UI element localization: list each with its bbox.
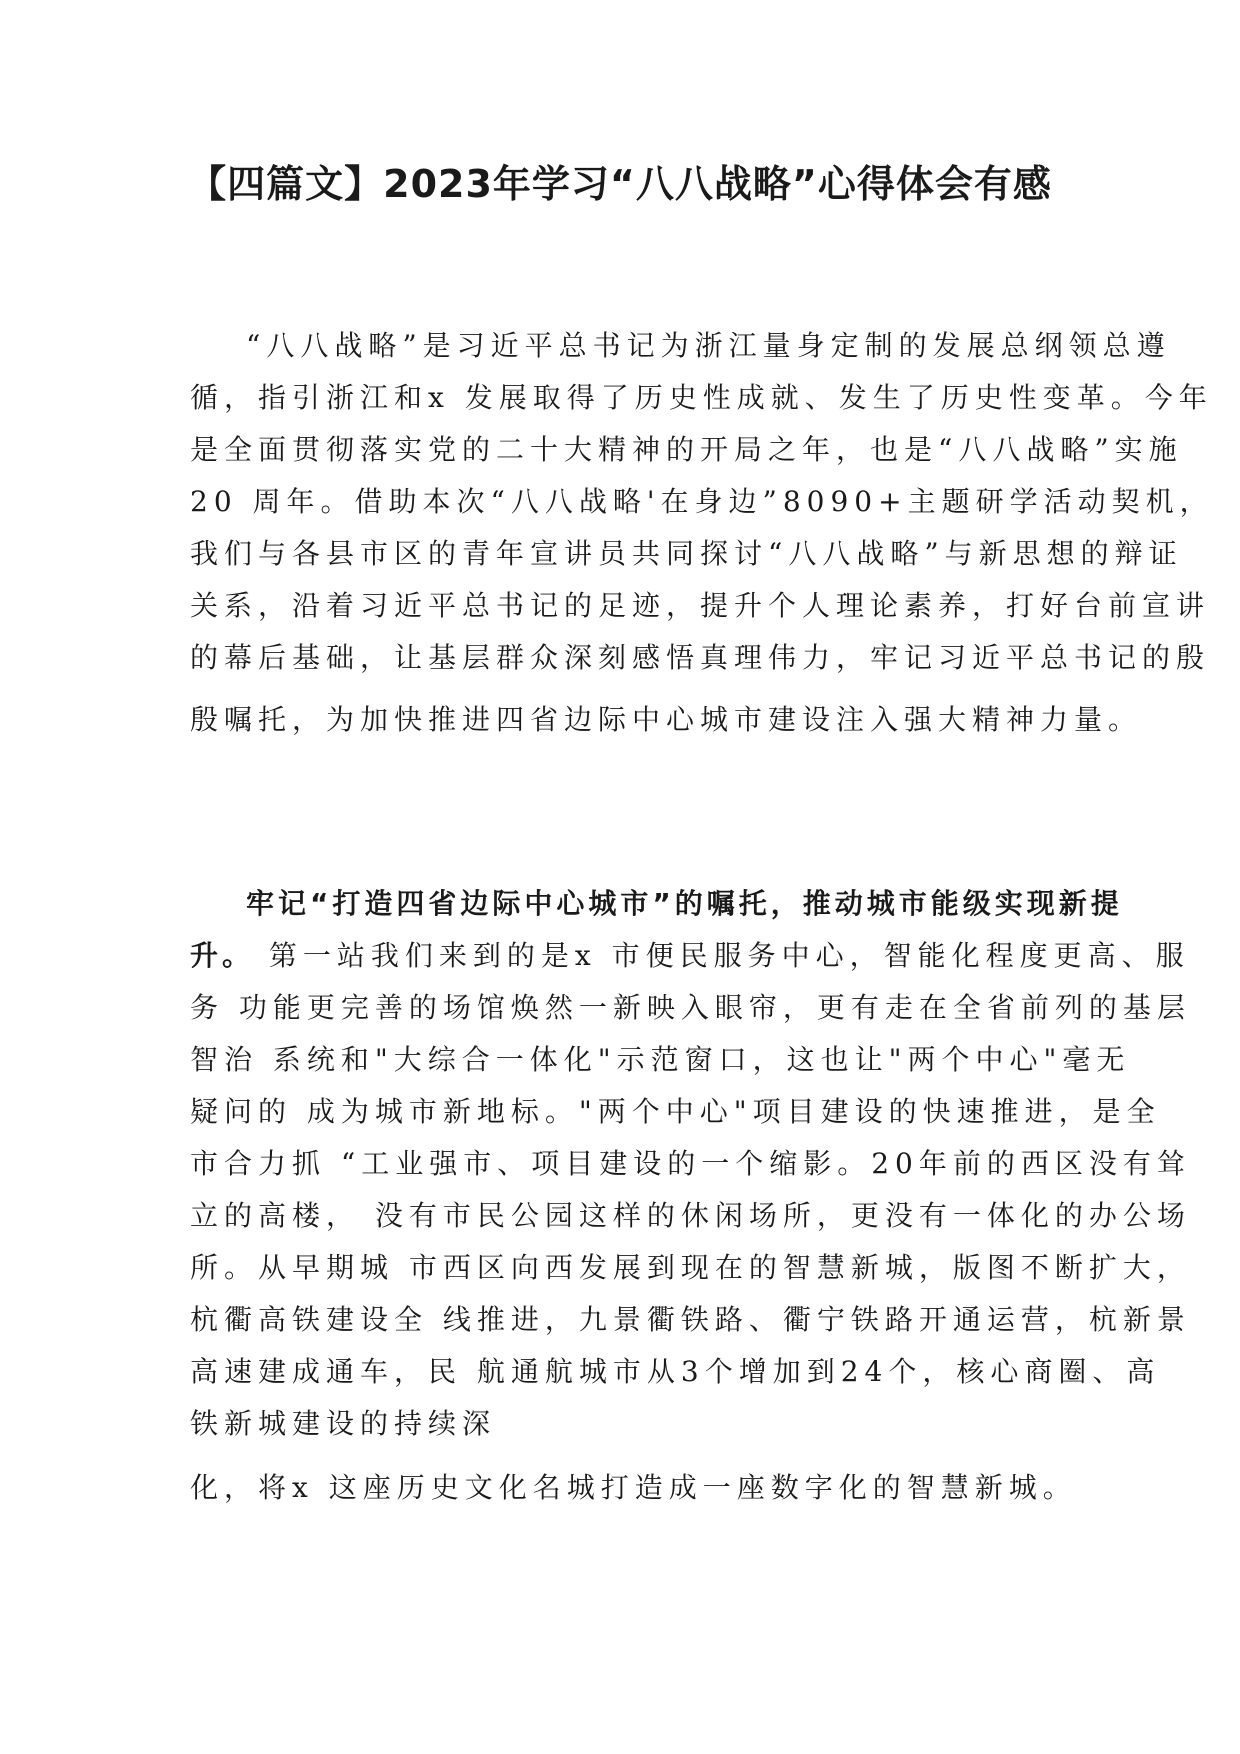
section-line: 化，将x 这座历史文化名城打造成一座数字化的智慧新城。 (190, 1471, 1077, 1504)
section-line: 市合力抓 “工业强市、项目建设的一个缩影。20年前的西区没有耸 (190, 1147, 1191, 1180)
intro-line: 是全面贯彻落实党的二十大精神的开局之年，也是“八八战略”实施 (190, 433, 1183, 466)
intro-line: 的幕后基础，让基层群众深刻感悟真理伟力，牢记习近平总书记的殷 (190, 641, 1211, 674)
section-heading: 牢记“打造四省边际中心城市”的嘱托，推动城市能级实现新提 (246, 887, 1123, 920)
intro-line: “八八战略”是习近平总书记为浙江量身定制的发展总纲领总遵 (246, 329, 1171, 362)
section-line: 高速建成通车，民 航通航城市从3个增加到24个，核心商圈、高 (190, 1355, 1161, 1388)
section-line: 杭衢高铁建设全 线推进，九景衢铁路、衢宁铁路开通运营，杭新景 (190, 1303, 1191, 1336)
section-line: 立的高楼， 没有市民公园这样的休闲场所，更没有一体化的办公场 (190, 1199, 1191, 1232)
section-line-text: 第一站我们来到的是x 市便民服务中心，智能化程度更高、服 (254, 939, 1190, 972)
intro-line: 循，指引浙江和x 发展取得了历史性成就、发生了历史性变革。今年 (190, 381, 1213, 414)
section-heading-end: 升。 (190, 939, 255, 972)
section-line: 铁新城建设的持续深 (190, 1407, 497, 1440)
intro-line: 关系，沿着习近平总书记的足迹，提升个人理论素养，打好台前宣讲 (190, 589, 1211, 622)
section-line: 所。从早期城 市西区向西发展到现在的智慧新城，版图不断扩大， (190, 1251, 1191, 1284)
intro-line: 20 周年。借助本次“八八战略'在身边”8090+主题研学活动契机， (190, 485, 1214, 518)
document-title: 【四篇文】2023年学习“八八战略”心得体会有感 (188, 162, 1052, 206)
intro-line: 我们与各县市区的青年宣讲员共同探讨“八八战略”与新思想的辩证 (190, 537, 1183, 570)
intro-line: 殷嘱托，为加快推进四省边际中心城市建设注入强大精神力量。 (190, 703, 1143, 736)
section-line: 智治 系统和"大综合一体化"示范窗口，这也让"两个中心"毫无 (190, 1043, 1131, 1076)
section-line: 疑问的 成为城市新地标。"两个中心"项目建设的快速推进，是全 (190, 1095, 1161, 1128)
section-line: 务 功能更完善的场馆焕然一新映入眼帘，更有走在全省前列的基层 (190, 991, 1191, 1024)
section-line (190, 936, 1190, 976)
